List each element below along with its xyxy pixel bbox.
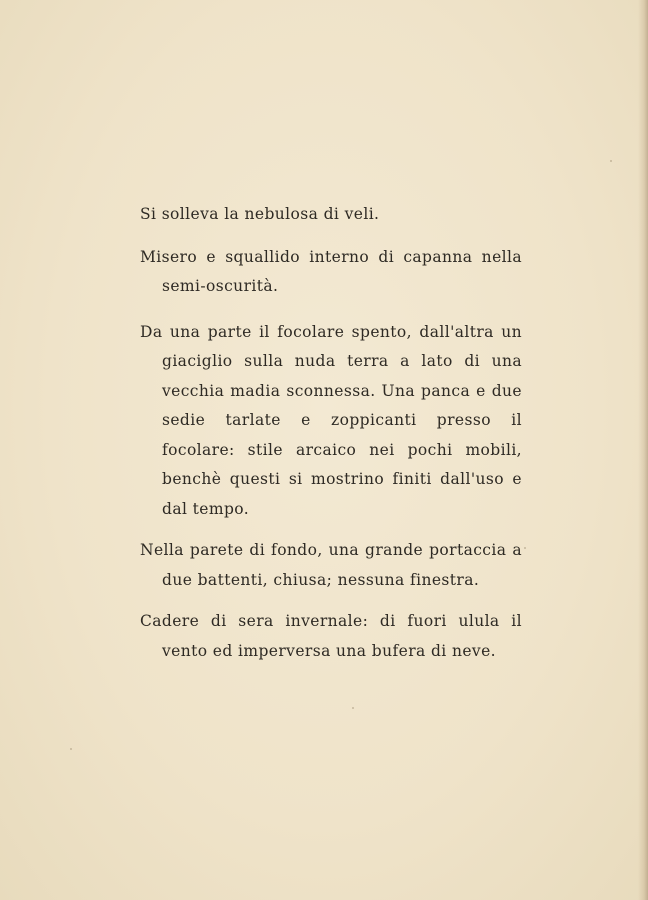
paper-speck [352,707,354,709]
paragraph-4: Nella parete di fondo, una grande portaccia a due battenti, chiusa; nessuna finestra. [140,541,522,589]
paragraph-3: Da una parte il focolare spento, dall'altra un giaciglio sulla nuda terra a lato di una vecchia madia sconnessa. Una panca e due sedie tarlate e zoppicanti presso il focolare: stile arcaico nei pochi mobili, benchè questi si mostrino finiti dall'uso e dal tempo. [140,322,522,518]
paragraph-2: Misero e squallido interno di capanna nella semi-oscurità. [140,247,522,295]
stage-directions [140,200,522,666]
paper-speck [610,160,612,162]
page-edge-shadow [638,0,648,900]
paper-speck [70,748,72,750]
paragraph-1: Si solleva la nebulosa di veli. [140,205,380,223]
paragraph-5: Cadere di sera invernale: di fuori ulula il vento ed imperversa una bufera di neve. [140,612,522,660]
paper-speck [524,547,526,549]
